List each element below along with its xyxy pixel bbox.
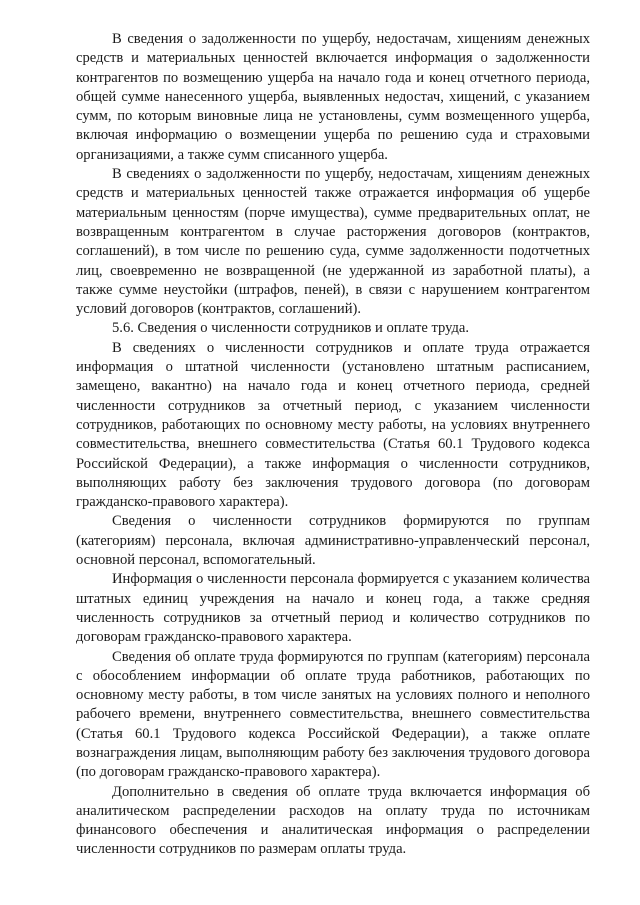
paragraph-damage-details: В сведениях о задолженности по ущербу, недостачам, хищениям денежных средств и материальных ценностей также отражается информация об ущербе материальным ценностям (порче имущества), сумме предварительных оплат, не возвращенным контрагентом в случае расторжения договоров (контрактов, соглашений), в том числе по решению суда, сумме задолженности подотчетных лиц, своевременно не возвращенной (не удержанной из заработной платы), а также сумме неустойки (штрафов, пеней), в связи с нарушением контрагентом условий договоров (контрактов, соглашений). [76, 166, 590, 318]
document-page [76, 30, 590, 860]
paragraph-staff-groups: Сведения о численности сотрудников формируются по группам (категориям) персонала, включая административно-управленческий персонал, основной персонал, вспомогательный. [76, 513, 590, 569]
paragraph-staff-units: Информация о численности персонала формируется с указанием количества штатных единиц учреждения на начало и конец года, а также средняя численность сотрудников за отчетный период и количество сотрудников по договорам гражданско-правового характера. [76, 571, 590, 646]
section-heading-5-6: 5.6. Сведения о численности сотрудников и оплате труда. [112, 320, 470, 337]
paragraph-damage-debt: В сведения о задолженности по ущербу, недостачам, хищениям денежных средств и материальных ценностей включается информация о задолженности контрагентов по возмещению ущерба на начало года и конец отчетного периода, общей сумме нанесенного ущерба, выявленных недостач, хищений, с указанием сумм, по которым виновные лица не установлены, сумм возмещенного ущерба, включая информацию о возмещении ущерба по решению суда и страховыми организациями, а также сумм списанного ущерба. [76, 31, 590, 163]
paragraph-pay-analytics: Дополнительно в сведения об оплате труда включается информация об аналитическом распределении расходов на оплату труда по источникам финансового обеспечения и аналитическая информация о распределении численности сотрудников по размерам оплаты труда. [76, 783, 590, 858]
paragraph-staff-count: В сведениях о численности сотрудников и оплате труда отражается информация о штатной численности (установлено штатным расписанием, замещено, вакантно) на начало года и конец отчетного периода, средней численности сотрудников за отчетный период, с указанием численности сотрудников, работающих по основному месту работы, на условиях внутреннего совместительства, внешнего совместительства (Статья 60.1 Трудового кодекса Российской Федерации), а также информация о численности сотрудников, выполняющих работу без заключения трудового договора (по договорам гражданско-правового характера). [76, 339, 590, 511]
paragraph-pay-groups: Сведения об оплате труда формируются по группам (категориям) персонала с обособлением информации об оплате труда работников, работающих по основному месту работы, в том числе занятых на условиях полного и неполного рабочего времени, внутреннего совместительства, внешнего совместительства (Статья 60.1 Трудового кодекса Российской Федерации), а также оплате вознаграждения лицам, выполняющим работу без заключения трудового договора (по договорам гражданско-правового характера). [76, 648, 590, 781]
